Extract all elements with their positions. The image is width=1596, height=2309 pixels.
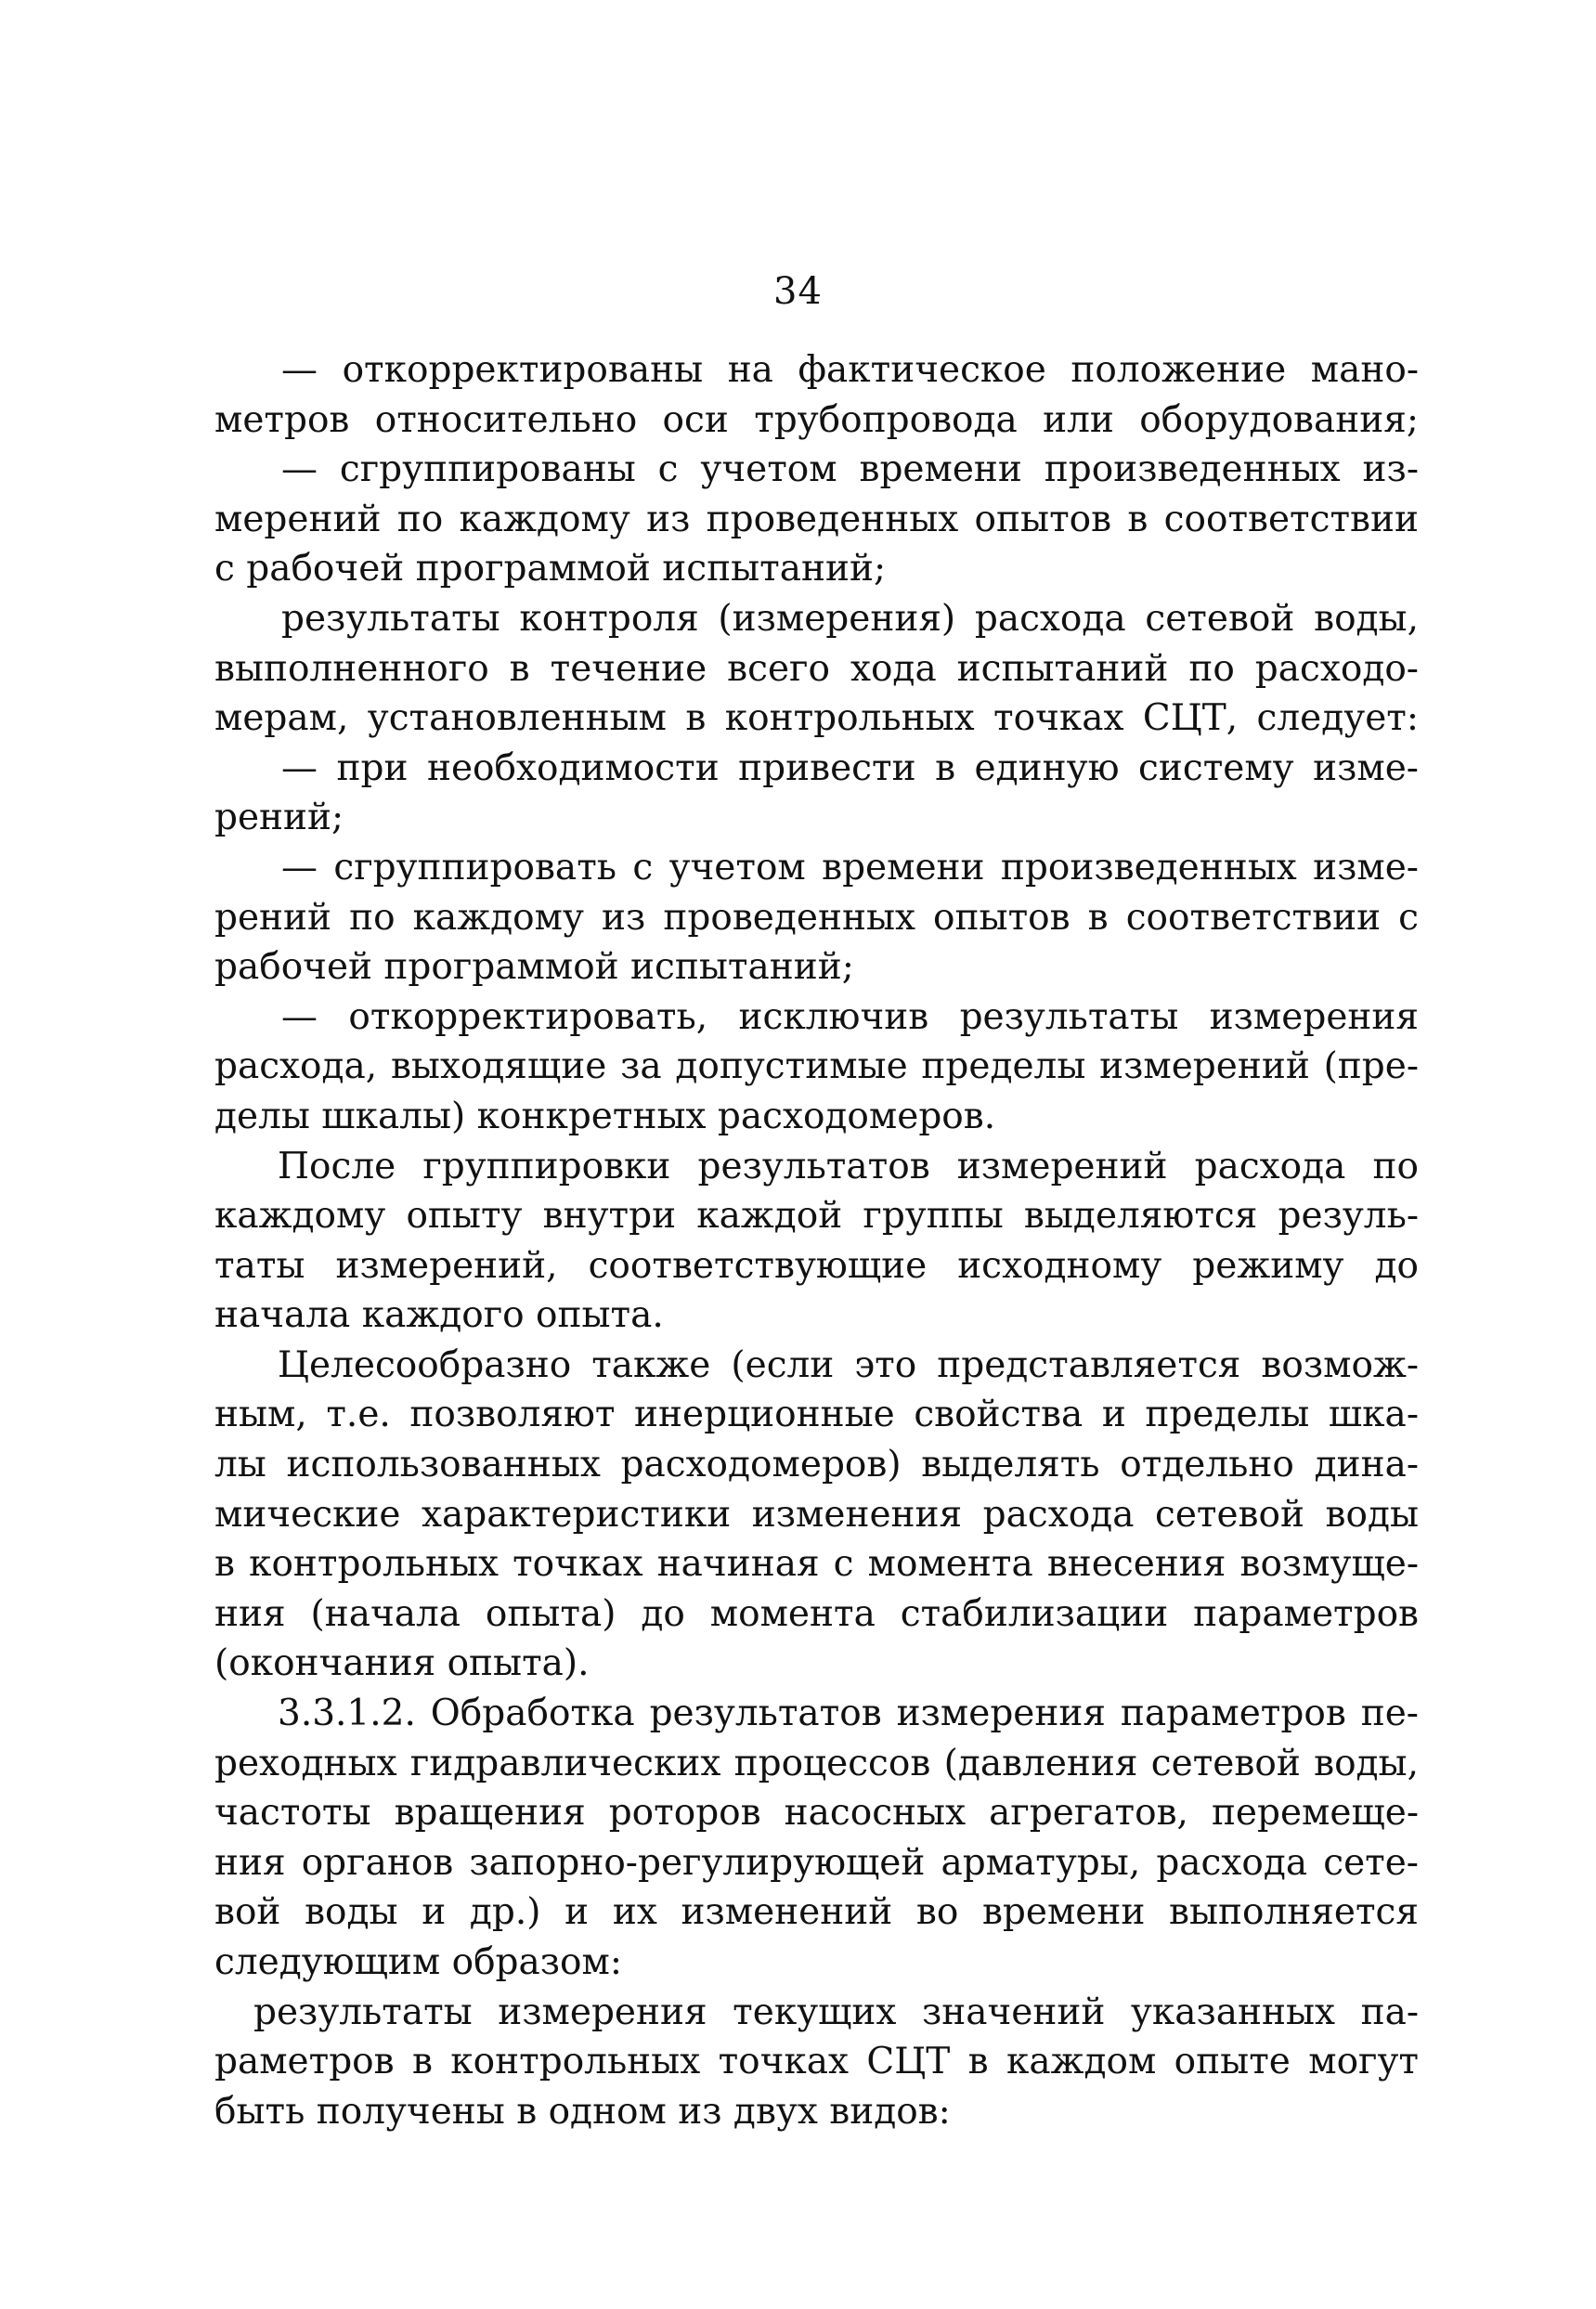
text-line: делы шкалы) конкретных расходомеров.: [214, 1095, 996, 1137]
text-line: быть получены в одном из двух видов:: [214, 2090, 951, 2133]
text-line: реходных гидравлических процессов (давления сетевой воды,: [214, 1742, 1419, 1784]
text-line: ния органов запорно-регулирующей арматуры, расхода сете-: [214, 1841, 1419, 1884]
text-line: вой воды и др.) и их изменений во времени выполняется: [214, 1891, 1419, 1934]
text-line: каждому опыту внутри каждой группы выделяются резуль-: [214, 1195, 1419, 1238]
text-line: мерам, установленным в контрольных точках СЦТ, следует:: [214, 697, 1419, 740]
body-text: [214, 345, 1419, 2136]
text-line: — откорректировать, исключив результаты измерения: [281, 995, 1419, 1038]
text-line: — сгруппировать с учетом времени произведенных изме-: [281, 846, 1419, 889]
text-line: в контрольных точках начиная с момента внесения возмуще-: [214, 1543, 1419, 1586]
page-number: 34: [773, 270, 823, 313]
text-line: результаты измерения текущих значений указанных па-: [253, 1991, 1419, 2033]
text-line: с рабочей программой испытаний;: [214, 548, 887, 590]
text-line: лы использованных расходомеров) выделять отдельно дина-: [214, 1444, 1419, 1486]
text-line: 3.3.1.2. Обработка результатов измерения параметров пе-: [278, 1693, 1419, 1735]
text-line: рений по каждому из проведенных опытов в соответствии с: [214, 896, 1419, 939]
text-line: Целесообразно также (если это представляется возмож-: [278, 1343, 1419, 1386]
text-line: рабочей программой испытаний;: [214, 946, 854, 989]
text-line: рений;: [214, 797, 344, 839]
text-line: — откорректированы на фактическое положение мано-: [281, 349, 1419, 391]
text-line: частоты вращения роторов насосных агрегатов, перемеще-: [214, 1792, 1419, 1835]
text-line: таты измерений, соответствующие исходному режиму до: [214, 1244, 1419, 1287]
text-line: (окончания опыта).: [214, 1642, 590, 1685]
text-line: ным, т.е. позволяют инерционные свойства и пределы шка-: [214, 1394, 1419, 1436]
text-line: раметров в контрольных точках СЦТ в каждом опыте могут: [214, 2041, 1419, 2083]
text-line: расхода, выходящие за допустимые пределы измерений (пре-: [214, 1045, 1419, 1088]
text-line: — сгруппированы с учетом времени произведенных из-: [281, 448, 1419, 491]
text-line: мические характеристики изменения расхода сетевой воды: [214, 1493, 1419, 1536]
text-line: метров относительно оси трубопровода или оборудования;: [214, 398, 1419, 441]
text-line: результаты контроля (измерения) расхода сетевой воды,: [281, 597, 1419, 640]
text-line: ния (начала опыта) до момента стабилизации параметров: [214, 1592, 1419, 1635]
text-line: — при необходимости привести в единую систему изме-: [281, 746, 1419, 789]
text-line: начала каждого опыта.: [214, 1294, 664, 1337]
text-line: выполненного в течение всего хода испытаний по расходо-: [214, 647, 1419, 690]
text-line: мерений по каждому из проведенных опытов в соответствии: [214, 498, 1419, 540]
text-line: После группировки результатов измерений расхода по: [278, 1145, 1419, 1187]
text-line: следующим образом:: [214, 1941, 622, 1983]
